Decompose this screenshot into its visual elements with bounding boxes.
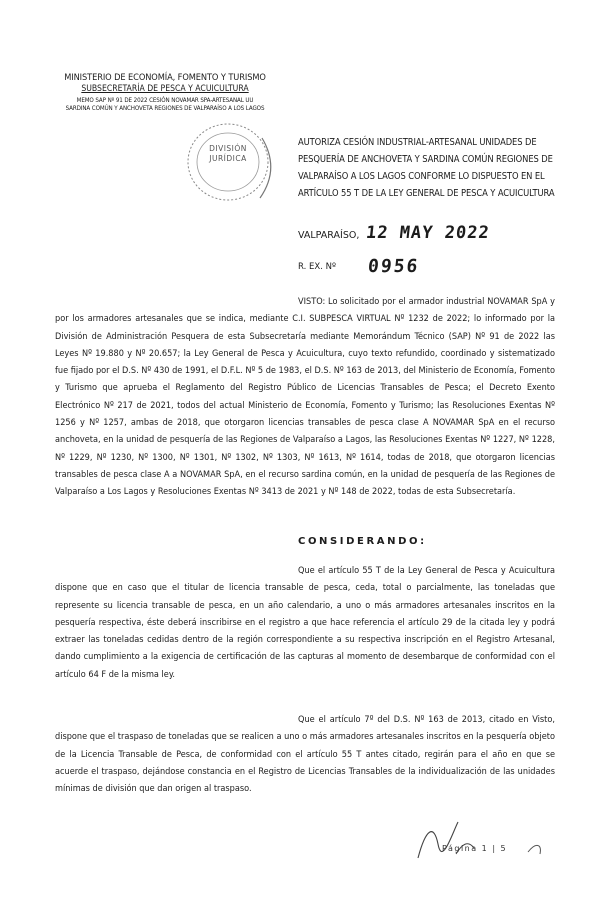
resolution-number: 0956 xyxy=(366,256,421,277)
reference-line-1: MEMO SAP Nº 91 DE 2022 CESIÓN NOVAMAR SPA-ARTESANAL UU xyxy=(76,97,254,104)
signature-initials xyxy=(412,814,582,880)
page-number: Página 1 | 5 xyxy=(442,844,508,853)
ministry-name: MINISTERIO DE ECONOMÍA, FOMENTO Y TURISMO xyxy=(64,72,266,83)
division-juridica-stamp xyxy=(182,118,280,208)
stamp-line-2: JURÍDICA xyxy=(209,154,247,163)
reference-line-2: SARDINA COMÚN Y ANCHOVETA REGIONES DE VALPARAÍSO A LOS LAGOS xyxy=(65,105,265,112)
considerando-heading: CONSIDERANDO: xyxy=(298,536,427,547)
resolution-number-label: R. EX. Nº xyxy=(298,262,336,272)
considerando-paragraph-2: Que el artículo 7º del D.S. Nº 163 de 2013, citado en Visto, dispone que el traspaso de toneladas que se realicen a uno o más armadores artesanales inscritos en la pesquería objeto de la Licencia Transable de Pesca, de conformidad con el artículo 55 T antes citado, regirán para el año en que se acuerde el traspaso, dejándose constancia en el Registro de Licencias Transables de la individualización de las unidades mínimas de división que dan origen al traspaso. xyxy=(55,715,555,795)
letterhead xyxy=(40,72,290,112)
visto-paragraph: VISTO: Lo solicitado por el armador industrial NOVAMAR SpA y por los armadores artesanales que se indica, mediante C.I. SUBPESCA VIRTUAL Nº 1232 de 2022; lo informado por la División de Administración Pesquera de esta Subsecretaría mediante Memorándum Técnico (SAP) Nº 91 de 2022 las Leyes Nº 19.880 y Nº 20.657; la Ley General de Pesca y Acuicultura, cuyo texto refundido, coordinado y sistematizado fue fijado por el D.S. Nº 430 de 1991, el D.F.L. Nº 5 de 1983, el D.S. Nº 163 de 2013, del Ministerio de Economía, Fomento y Turismo que aprueba el Reglamento del Registro Público de Licencias Transables de Pesca; el Decreto Exento Electrónico Nº 217 de 2021, todos del actual Ministerio de Economía, Fomento y Turismo; las Resoluciones Exentas Nº 1256 y Nº 1257, ambas de 2018, que otorgaron licencias transables de pesca clase A NOVAMAR SpA en el recurso anchoveta, en la unidad de pesquería de las Regiones de Valparaíso a Lagos, las Resoluciones Exentas Nº 1227, Nº 1228, Nº 1229, Nº 1230, Nº 1300, Nº 1301, Nº 1302, Nº 1303, Nº 1613, Nº 1614, todas de 2018, que otorgaron licencias transables de pesca clase A a NOVAMAR SpA, en el recurso sardina común, en la unidad de pesquería de las Regiones de Valparaíso a Los Lagos y Resoluciones Exentas Nº 3413 de 2021 y Nº 148 de 2022, todas de esta Subsecretaría. xyxy=(55,297,555,498)
handwritten-date: 12 MAY 2022 xyxy=(364,223,491,243)
place-label: VALPARAÍSO, xyxy=(298,230,360,241)
stamp-line-1: DIVISIÓN xyxy=(209,144,247,153)
considerando-paragraph-1: Que el artículo 55 T de la Ley General de Pesca y Acuicultura dispone que en caso que el titular de licencia transable de pesca, ceda, total o parcialmente, las toneladas que represente su licencia transable de pesca, en un año calendario, a uno o más armadores artesanales inscritos en la pesquería respectiva, éste deberá inscribirse en el registro a que hace referencia el artículo 29 de la citada ley y podrá extraer las toneladas cedidas dentro de la región correspondiente a su respectiva inscripción en el Registro Artesanal, dando cumplimiento a la exigencia de certificación de las capturas al momento de desembarque de conformidad con el artículo 64 F de la misma ley. xyxy=(55,566,555,680)
resolution-title: AUTORIZA CESIÓN INDUSTRIAL-ARTESANAL UNIDADES DE PESQUERÍA DE ANCHOVETA Y SARDINA COMÚN REGIONES DE VALPARAÍSO A LOS LAGOS CONFORME LO DISPUESTO EN EL ARTÍCULO 55 T DE LA LEY GENERAL DE PESCA Y ACUICULTURA xyxy=(298,137,555,199)
subsecretaria-name: SUBSECRETARÍA DE PESCA Y ACUICULTURA xyxy=(81,84,249,94)
